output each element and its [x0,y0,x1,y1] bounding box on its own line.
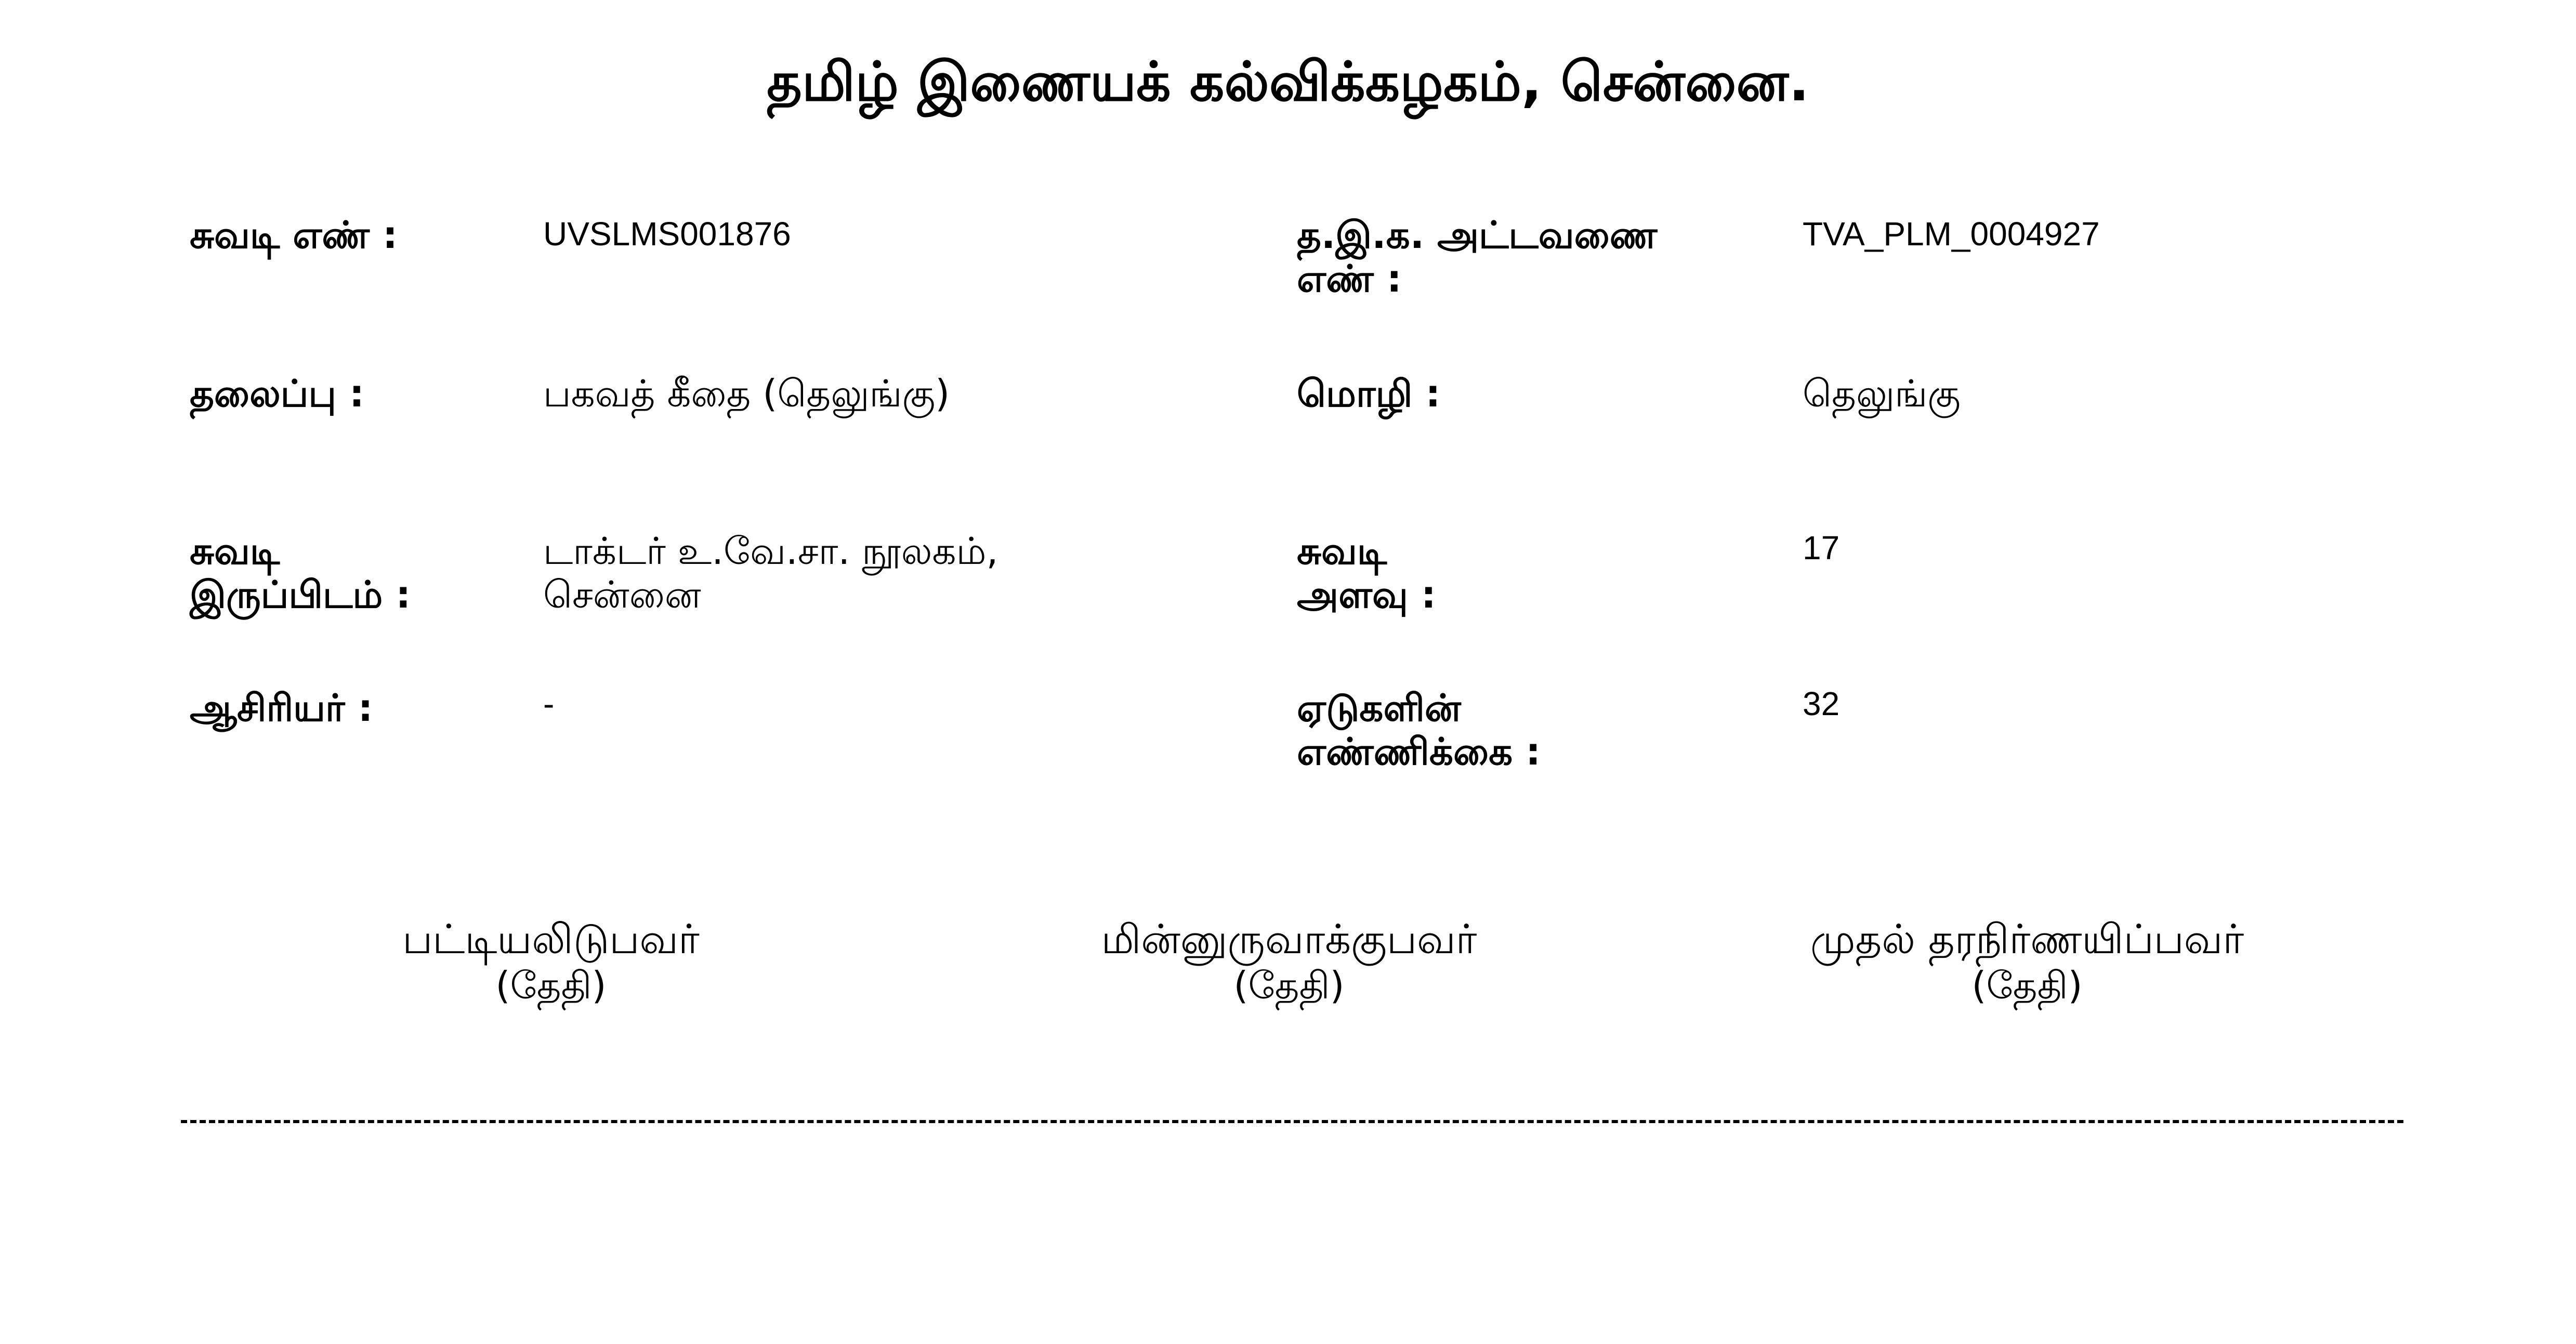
signature-role: மின்னுருவாக்குபவர் [1101,916,1477,963]
manuscript-no-label: சுவடி எண் : [190,213,398,257]
language-value: தெலுங்கு [1803,372,1961,415]
author-label: ஆசிரியர் : [190,686,373,730]
leaf-count-label: ஏடுகளின் எண்ணிக்கை : [1297,686,1541,773]
title-label: தலைப்பு : [190,372,364,415]
signature-role: முதல் தரநிர்ணயிப்பவர் [1810,916,2244,963]
signature-date: (தேதி) [1972,964,2083,1007]
signature-quality-checker [1757,916,2297,1007]
signature-date: (தேதி) [1233,964,1345,1007]
signature-role: பட்டியலிடுபவர் [402,916,700,963]
leaf-count-value: 32 [1803,685,1840,722]
location-value: டாக்டர் உ.வே.சா. நூலகம், சென்னை [543,529,998,616]
location-label: சுவடி இருப்பிடம் : [190,529,411,616]
language-label: மொழி : [1297,372,1441,415]
size-label: சுவடி அளவு : [1297,529,1436,616]
signature-date: (தேதி) [495,964,607,1007]
catalog-no-value: TVA_PLM_0004927 [1803,215,2100,253]
page-title: தமிழ் இணையக் கல்விக்கழகம், சென்னை. [767,50,1809,113]
catalog-no-label: த.இ.க. அட்டவணை எண் : [1297,213,1658,300]
title-value: பகவத் கீதை (தெலுங்கு) [543,372,950,415]
separator-dashed-line [181,1120,2403,1123]
signature-cataloger [343,916,759,1007]
size-value: 17 [1803,529,1840,566]
author-value: - [543,685,555,722]
signature-digitizer [1050,916,1528,1007]
manuscript-no-value: UVSLMS001876 [543,215,791,253]
